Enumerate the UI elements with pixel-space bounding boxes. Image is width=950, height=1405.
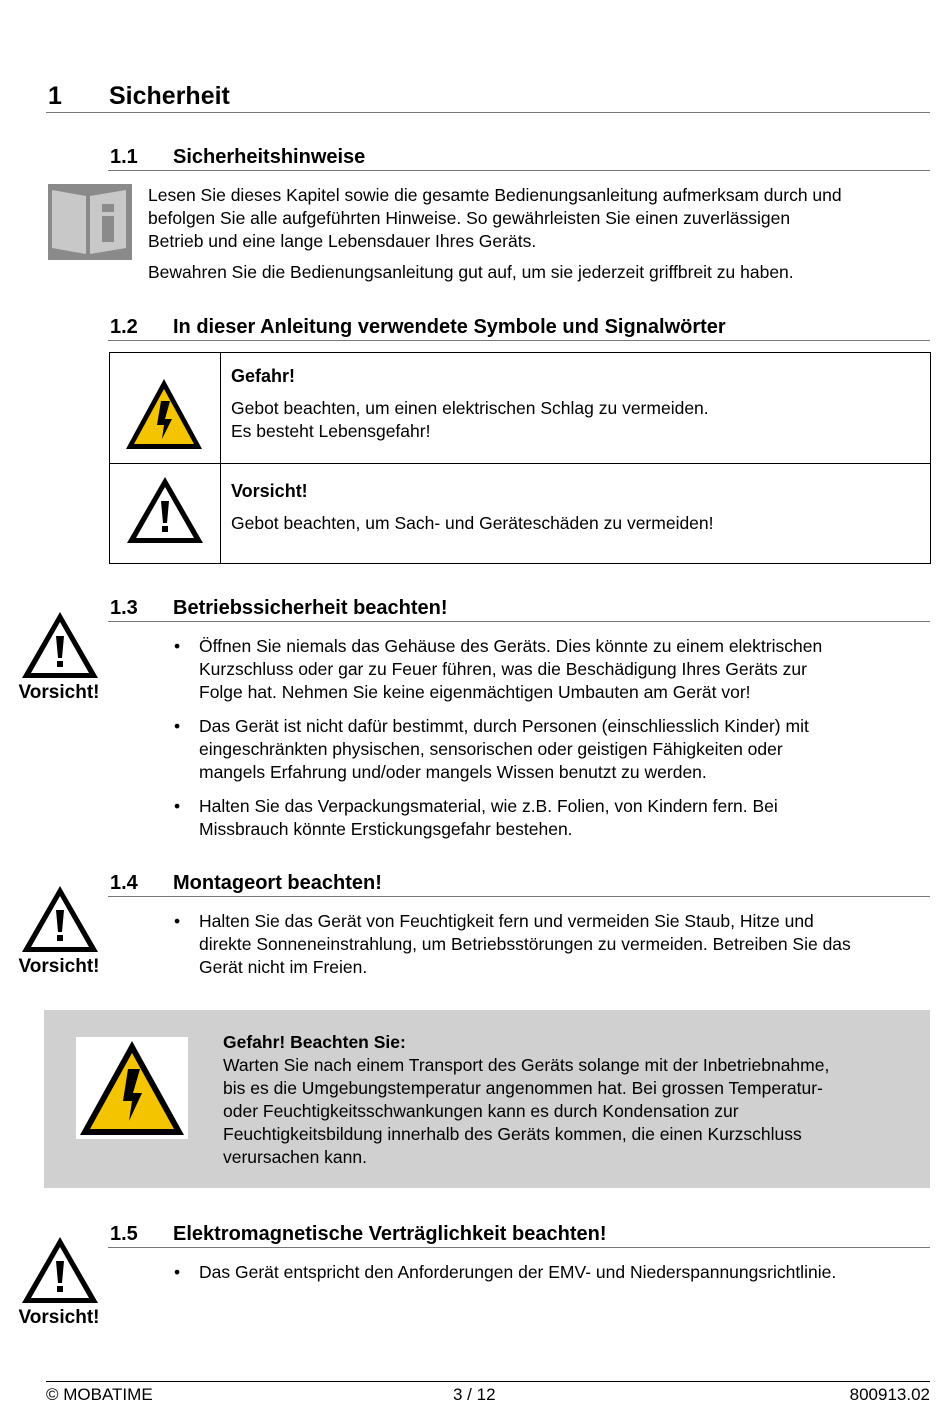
text-line: Es besteht Lebensgefahr! bbox=[231, 421, 431, 441]
symbol-table bbox=[109, 352, 931, 564]
caution-icon bbox=[125, 475, 205, 545]
text-line: Lesen Sie dieses Kapitel sowie die gesamte Bedienungsanleitung aufmerksam durch und bbox=[148, 185, 842, 205]
caution-icon bbox=[20, 884, 100, 959]
text-line: Folge hat. Nehmen Sie keine eigenmächtigen Umbauten am Gerät vor! bbox=[199, 682, 751, 702]
section-1-heading bbox=[46, 80, 930, 113]
section-number: 1.3 bbox=[110, 597, 138, 619]
text-line: verursachen kann. bbox=[223, 1147, 367, 1167]
text-line: • Halten Sie das Verpackungsmaterial, wie z.B. Folien, von Kindern fern. Bei bbox=[199, 796, 778, 816]
section-title: Sicherheitshinweise bbox=[173, 146, 366, 168]
section-number: 1.5 bbox=[110, 1223, 138, 1245]
danger-notice-text bbox=[223, 1031, 913, 1169]
electric-hazard-icon bbox=[76, 1037, 188, 1139]
caution-label: Vorsicht! bbox=[18, 682, 100, 703]
text-line: Gebot beachten, um einen elektrischen Schlag zu vermeiden. bbox=[231, 398, 709, 418]
electric-hazard-cell bbox=[110, 353, 221, 463]
table-row bbox=[110, 353, 930, 464]
caution-label: Vorsicht! bbox=[18, 956, 100, 977]
text-line: Warten Sie nach einem Transport des Geräts solange mit der Inbetriebnahme, bbox=[223, 1055, 830, 1075]
section-number: 1.4 bbox=[110, 872, 138, 894]
footer-page-number: 3 / 12 bbox=[453, 1385, 496, 1404]
section-1-5-heading bbox=[108, 1221, 930, 1248]
list-item bbox=[172, 910, 942, 979]
text-line: direkte Sonneneinstrahlung, um Betriebsstörungen zu vermeiden. Betreiben Sie das bbox=[199, 934, 851, 954]
footer-document-number: 800913.02 bbox=[849, 1385, 930, 1404]
emc-bullet-list bbox=[172, 1261, 942, 1295]
list-item bbox=[172, 1261, 942, 1284]
section-title: In dieser Anleitung verwendete Symbole und Signalwörter bbox=[173, 316, 726, 338]
list-item bbox=[172, 795, 942, 841]
text-line: Gerät nicht im Freien. bbox=[199, 957, 368, 977]
location-bullet-list bbox=[172, 910, 942, 990]
text-line: befolgen Sie alle aufgeführten Hinweise. So gewährleisten Sie einen zuverlässigen bbox=[148, 208, 791, 228]
caution-cell bbox=[110, 463, 221, 563]
text-line: Kurzschluss oder gar zu Feuer führen, was die Beschädigung Ihres Geräts zur bbox=[199, 659, 807, 679]
safety-bullet-list bbox=[172, 635, 942, 852]
info-book-icon bbox=[48, 184, 132, 260]
danger-notice-box bbox=[44, 1010, 930, 1188]
footer-copyright: © MOBATIME bbox=[46, 1385, 153, 1404]
text-line: mangels Erfahrung und/oder mangels Wissen benutzt zu werden. bbox=[199, 762, 707, 782]
danger-description bbox=[231, 365, 709, 443]
text-line: Betrieb und eine lange Lebensdauer Ihres Geräts. bbox=[148, 231, 537, 251]
text-line: • Öffnen Sie niemals das Gehäuse des Geräts. Dies könnte zu einem elektrischen bbox=[199, 636, 823, 656]
text-line: Gebot beachten, um Sach- und Geräteschäden zu vermeiden! bbox=[231, 513, 714, 533]
section-title: Betriebssicherheit beachten! bbox=[173, 597, 448, 619]
section-title: Montageort beachten! bbox=[173, 872, 382, 894]
text-line: oder Feuchtigkeitsschwankungen kann es durch Kondensation zur bbox=[223, 1101, 739, 1121]
text-line: • Halten Sie das Gerät von Feuchtigkeit fern und vermeiden Sie Staub, Hitze und bbox=[199, 911, 814, 931]
caution-label: Vorsicht! bbox=[18, 1307, 100, 1328]
text-line: • Das Gerät ist nicht dafür bestimmt, durch Personen (einschliesslich Kinder) mit bbox=[199, 716, 809, 736]
page-footer bbox=[46, 1381, 930, 1404]
list-item bbox=[172, 635, 942, 704]
caution-icon bbox=[20, 1235, 100, 1310]
keep-manual-paragraph: Bewahren Sie die Bedienungsanleitung gut auf, um sie jederzeit griffbreit zu haben. bbox=[148, 262, 794, 282]
section-title: Elektromagnetische Verträglichkeit beachten! bbox=[173, 1223, 607, 1245]
electric-hazard-icon bbox=[124, 377, 204, 451]
text-line: Missbrauch könnte Erstickungsgefahr bestehen. bbox=[199, 819, 573, 839]
section-1-2-heading bbox=[108, 314, 930, 341]
text-line: • Das Gerät entspricht den Anforderungen der EMV- und Niederspannungsrichtlinie. bbox=[199, 1262, 837, 1282]
signal-word: Vorsicht! bbox=[231, 481, 308, 501]
caution-icon bbox=[20, 610, 100, 685]
section-number: 1.1 bbox=[110, 146, 138, 168]
danger-notice-title: Gefahr! Beachten Sie: bbox=[223, 1032, 406, 1052]
list-item bbox=[172, 715, 942, 784]
section-number: 1 bbox=[48, 82, 62, 110]
table-row bbox=[110, 463, 930, 563]
text-line: Feuchtigkeitsbildung innerhalb des Geräts kommen, die einen Kurzschluss bbox=[223, 1124, 802, 1144]
text-line: bis es die Umgebungstemperatur angenommen hat. Bei grossen Temperatur- bbox=[223, 1078, 823, 1098]
caution-description bbox=[231, 480, 714, 535]
text-line: eingeschränkten physischen, sensorischen oder geistigen Fähigkeiten oder bbox=[199, 739, 783, 759]
signal-word: Gefahr! bbox=[231, 366, 296, 386]
section-1-4-heading bbox=[108, 870, 930, 897]
intro-paragraph bbox=[148, 184, 938, 253]
section-1-3-heading bbox=[108, 595, 930, 622]
section-1-1-heading bbox=[108, 144, 930, 171]
section-title: Sicherheit bbox=[109, 82, 230, 110]
section-number: 1.2 bbox=[110, 316, 138, 338]
